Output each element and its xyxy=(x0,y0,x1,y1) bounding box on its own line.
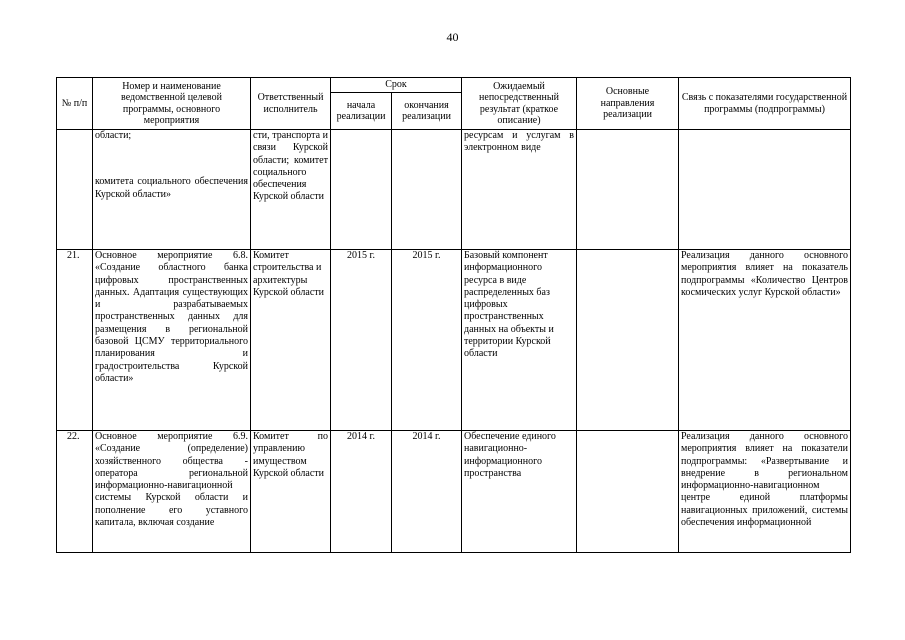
row-responsible: сти, транспорта и связи Курской области; комитет социального обеспечения Курской области xyxy=(251,130,331,250)
table-row xyxy=(57,130,851,250)
row-end xyxy=(392,130,462,250)
table-row xyxy=(57,431,851,553)
header-responsible: Ответственный исполнитель xyxy=(251,78,331,130)
program-table xyxy=(56,77,851,553)
header-link: Связь с показателями государственной программы (подпрограммы) xyxy=(679,78,851,130)
row-name-part: комитета социального обеспечения Курской области» xyxy=(95,176,248,200)
row-directions xyxy=(577,250,679,431)
row-name-part: области; xyxy=(95,130,132,141)
row-result: ресурсам и услугам в электронном виде xyxy=(462,130,577,250)
row-responsible: Комитет строительства и архитектуры Курской области xyxy=(251,250,331,431)
row-num xyxy=(57,130,93,250)
header-term: Срок xyxy=(331,78,462,93)
row-responsible: Комитет по управлению имуществом Курской области xyxy=(251,431,331,553)
header-num: № п/п xyxy=(57,78,93,130)
row-name: Основное мероприятие 6.9. «Создание (определение) хозяйственного общества - оператора региональной информационно-навигационной системы Курской области и пополнение его уставного капитала, включая создание xyxy=(93,431,251,553)
row-num: 21. xyxy=(57,250,93,431)
row-name xyxy=(93,130,251,250)
row-directions xyxy=(577,431,679,553)
header-name: Номер и наименование ведомственной целевой программы, основного мероприятия xyxy=(93,78,251,130)
row-start: 2014 г. xyxy=(331,431,392,553)
row-start xyxy=(331,130,392,250)
row-directions xyxy=(577,130,679,250)
header-start: начала реализации xyxy=(331,93,392,130)
row-name-gap xyxy=(95,142,248,176)
row-end: 2014 г. xyxy=(392,431,462,553)
row-result: Обеспечение единого навигационно-информационного пространства xyxy=(462,431,577,553)
row-result: Базовый компонент информационного ресурса в виде распределенных баз цифровых пространственных данных на объекты и территории Курской области xyxy=(462,250,577,431)
header-end: окончания реализации xyxy=(392,93,462,130)
row-link: Реализация данного основного мероприятия влияет на показатели подпрограммы: «Развертывание и внедрение в региональном информационно-навигационном центре единой платформы навигационных приложений, системы обеспечения информационной xyxy=(679,431,851,553)
header-result: Ожидаемый непосредственный результат (краткое описание) xyxy=(462,78,577,130)
row-link: Реализация данного основного мероприятия влияет на показатель подпрограммы «Количество Центров космических услуг Курской области» xyxy=(679,250,851,431)
row-start: 2015 г. xyxy=(331,250,392,431)
row-name: Основное мероприятие 6.8. «Создание областного банка цифровых пространственных данных. Адаптация существующих и разрабатываемых пространственных данных для размещения в региональной базовой ЦСМУ территориального планирования и градостроительства Курской области» xyxy=(93,250,251,431)
row-end: 2015 г. xyxy=(392,250,462,431)
page-number: 40 xyxy=(446,30,459,44)
table-row xyxy=(57,250,851,431)
header-directions: Основные направления реализации xyxy=(577,78,679,130)
row-num: 22. xyxy=(57,431,93,553)
row-link xyxy=(679,130,851,250)
